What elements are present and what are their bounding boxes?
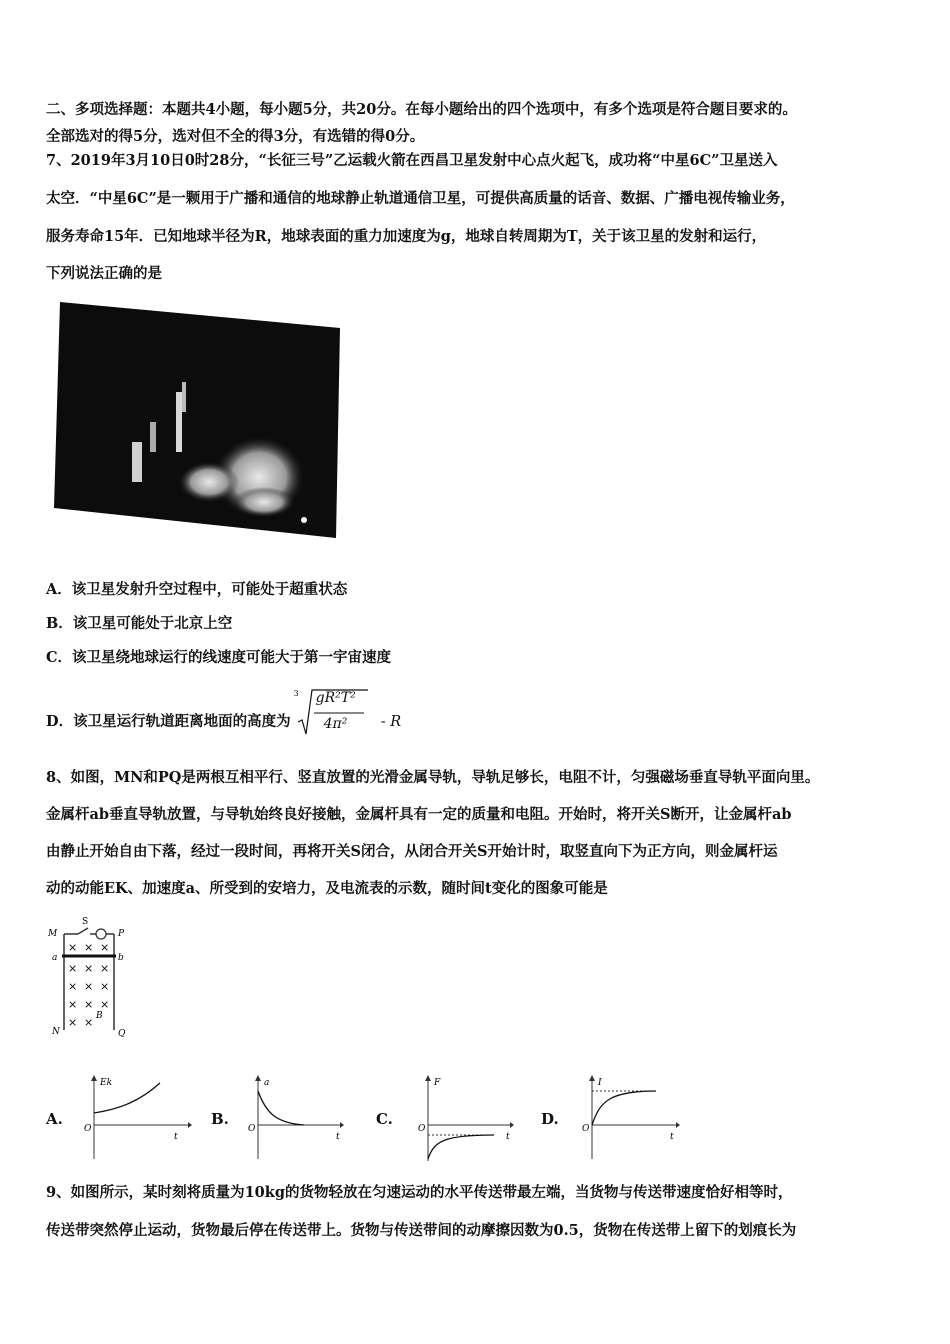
q7-option-d-formula	[293, 689, 370, 732]
label-q: Q	[118, 1029, 126, 1037]
graph-c-ylabel: F	[434, 1078, 441, 1088]
circuit-diagram	[44, 912, 134, 1037]
graph-b-a-vs-t	[244, 1073, 356, 1163]
svg-text:×: ×	[84, 980, 94, 993]
svg-text:×: ×	[100, 998, 110, 1011]
q7-option-d-text: D．该卫星运行轨道距离地面的高度为	[46, 713, 291, 730]
graph-a-ylabel: Ek	[100, 1078, 113, 1088]
graph-a-origin: O	[84, 1124, 92, 1134]
q8-option-a-label: A.	[46, 1110, 63, 1128]
svg-text:×: ×	[84, 962, 94, 975]
q9-stem-line1: 9、如图所示，某时刻将质量为10kg的货物轻放在匀速运动的水平传送带最左端，当货物与传送带速度恰好相等时，	[46, 1184, 793, 1201]
graph-a-xlabel: t	[174, 1132, 178, 1142]
svg-text:×: ×	[84, 1016, 94, 1029]
q7-option-c: C．该卫星绕地球运行的线速度可能大于第一宇宙速度	[46, 649, 392, 666]
svg-text:×: ×	[100, 941, 110, 954]
q7-stem-line4: 下列说法正确的是	[46, 265, 162, 282]
q8-option-b-label: B.	[211, 1110, 229, 1128]
q8-stem-line3: 由静止开始自由下落，经过一段时间，再将开关S闭合，从闭合开关S开始计时，取竖直向下为正方向，则金属杆运	[46, 843, 778, 860]
label-m: M	[48, 929, 58, 939]
graph-b-xlabel: t	[336, 1132, 340, 1142]
graph-c-curve	[428, 1135, 494, 1159]
graph-d-i-vs-t	[578, 1073, 690, 1163]
magnetic-field-crosses	[68, 941, 109, 1029]
q8-option-c-label: C.	[376, 1110, 393, 1128]
svg-text:×: ×	[68, 998, 78, 1011]
graph-b-ylabel: a	[264, 1078, 270, 1088]
svg-text:×: ×	[68, 941, 78, 954]
graph-a-ek-vs-t	[80, 1073, 192, 1163]
graph-b-curve	[258, 1091, 304, 1125]
q7-stem-line1: 7、2019年3月10日0时28分，“长征三号”乙运载火箭在西昌卫星发射中心点火起飞，成功将“中星6C”卫星送入	[46, 152, 778, 169]
svg-text:×: ×	[68, 980, 78, 993]
svg-text:×: ×	[84, 998, 94, 1011]
section-header-line2: 全部选对的得5分，选对但不全的得3分，有选错的得0分。	[46, 128, 425, 145]
graph-d-ylabel: I	[598, 1078, 602, 1088]
ammeter-icon	[96, 929, 106, 939]
q7-option-b: B．该卫星可能处于北京上空	[46, 615, 233, 632]
formula-numerator: gR²T²	[315, 690, 356, 706]
rocket-launch-photo	[54, 302, 342, 538]
label-b-field: B	[96, 1011, 103, 1021]
graph-c-origin: O	[418, 1124, 426, 1134]
q7-option-a: A．该卫星发射升空过程中，可能处于超重状态	[46, 581, 348, 598]
section-header-line1: 二、多项选择题：本题共4小题，每小题5分，共20分。在每小题给出的四个选项中，有多个选项是符合题目要求的。	[46, 101, 797, 118]
q7-stem-line2: 太空．“中星6C”是一颗用于广播和通信的地球静止轨道通信卫星，可提供高质量的话音、数据、广播电视传输业务，	[46, 190, 795, 207]
label-b: b	[118, 953, 124, 963]
q8-stem-line4: 动的动能EK、加速度a、所受到的安培力，及电流表的示数，随时间t变化的图象可能是	[46, 880, 608, 897]
label-a: a	[52, 953, 58, 963]
svg-text:×: ×	[84, 941, 94, 954]
formula-denominator: 4π²	[323, 716, 348, 732]
q7-option-d	[46, 689, 402, 732]
graph-c-f-vs-t	[414, 1073, 526, 1163]
q8-option-d-label: D.	[541, 1110, 559, 1128]
svg-text:×: ×	[100, 980, 110, 993]
q8-stem-line1: 8、如图，MN和PQ是两根互相平行、竖直放置的光滑金属导轨，导轨足够长，电阻不计，匀强磁场垂直导轨平面向里。	[46, 769, 820, 786]
graph-c-xlabel: t	[506, 1132, 510, 1142]
svg-text:×: ×	[68, 1016, 78, 1029]
svg-text:×: ×	[100, 962, 110, 975]
q8-stem-line2: 金属杆ab垂直导轨放置，与导轨始终良好接触，金属杆具有一定的质量和电阻。开始时，将开关S断开，让金属杆ab	[46, 806, 792, 823]
label-n: N	[52, 1027, 60, 1037]
label-s: S	[82, 917, 89, 927]
graph-d-origin: O	[582, 1124, 590, 1134]
formula-suffix: - R	[380, 714, 402, 730]
svg-text:×: ×	[68, 962, 78, 975]
root-index: 3	[293, 689, 299, 698]
q7-stem-line3: 服务寿命15年．已知地球半径为R，地球表面的重力加速度为g，地球自转周期为T，关于该卫星的发射和运行，	[46, 228, 767, 245]
graph-b-origin: O	[248, 1124, 256, 1134]
graph-d-xlabel: t	[670, 1132, 674, 1142]
q9-stem-line2: 传送带突然停止运动，货物最后停在传送带上。货物与传送带间的动摩擦因数为0.5，货物在传送带上留下的划痕长为	[46, 1222, 797, 1239]
graph-d-curve	[592, 1091, 656, 1125]
label-p: P	[118, 929, 125, 939]
